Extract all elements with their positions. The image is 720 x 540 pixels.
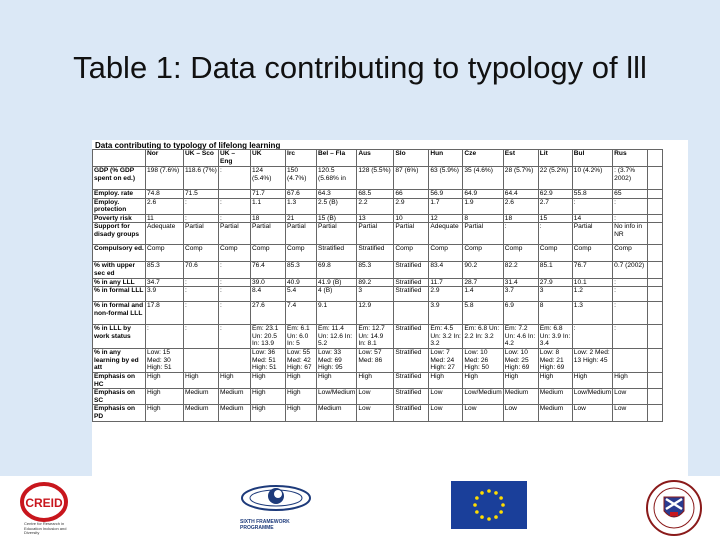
table-cell: Low bbox=[613, 389, 648, 405]
table-cell: 15 bbox=[538, 214, 572, 223]
table-cell: 128 (5.5%) bbox=[357, 167, 394, 190]
table-cell: Comp bbox=[538, 245, 572, 262]
table-row bbox=[93, 405, 663, 421]
table-cell: Partial bbox=[394, 223, 429, 245]
table-cell: High bbox=[286, 372, 317, 388]
table-cell: Stratified bbox=[394, 278, 429, 287]
table-cell: 3.9 bbox=[146, 287, 184, 302]
table-cell: : bbox=[184, 278, 219, 287]
table-cell: 5.4 bbox=[286, 287, 317, 302]
table-cell: 74.8 bbox=[146, 190, 184, 199]
table-cell: High bbox=[286, 405, 317, 421]
table-cell: 11.7 bbox=[429, 278, 463, 287]
table-cell: : bbox=[219, 262, 251, 278]
table-cell: : bbox=[613, 278, 648, 287]
table-row-label: Employ. protection bbox=[93, 198, 146, 214]
table-cell: UK – Eng bbox=[219, 150, 251, 167]
table-cell: 7.4 bbox=[286, 302, 317, 325]
table-cell: 21 bbox=[286, 214, 317, 223]
table-cell bbox=[648, 349, 663, 373]
table-cell: 1.3 bbox=[286, 198, 317, 214]
table-cell: 8.4 bbox=[251, 287, 286, 302]
table-cell: Stratified bbox=[394, 349, 429, 373]
table-cell: High bbox=[613, 372, 648, 388]
table-cell: : bbox=[219, 198, 251, 214]
table-cell: 2.7 bbox=[538, 198, 572, 214]
table-row-label: Employ. rate bbox=[93, 190, 146, 199]
table-cell: 14 bbox=[572, 214, 612, 223]
table-cell: High bbox=[146, 405, 184, 421]
table-cell: Low: 57 Med: 86 bbox=[357, 349, 394, 373]
table-cell: : bbox=[184, 198, 219, 214]
table-cell: 8 bbox=[463, 214, 503, 223]
table-cell: : bbox=[219, 325, 251, 349]
table-cell: 3 bbox=[357, 287, 394, 302]
table-cell: Low: 55 Med: 42 High: 67 bbox=[286, 349, 317, 373]
table-row-label: Poverty risk bbox=[93, 214, 146, 223]
eu-star-icon bbox=[487, 489, 491, 493]
table-cell: High bbox=[146, 372, 184, 388]
table-cell: 82.2 bbox=[503, 262, 538, 278]
table-cell: 13 bbox=[357, 214, 394, 223]
table-row bbox=[93, 198, 663, 214]
table-cell: 2.2 bbox=[357, 198, 394, 214]
table-cell: Low: 8 Med: 21 High: 69 bbox=[538, 349, 572, 373]
table-row bbox=[93, 372, 663, 388]
table-cell bbox=[648, 214, 663, 223]
table-cell: Stratified bbox=[394, 405, 429, 421]
table-cell: : bbox=[613, 287, 648, 302]
table-cell: Medium bbox=[317, 405, 357, 421]
table-cell: Comp bbox=[503, 245, 538, 262]
table-cell: 64.4 bbox=[503, 190, 538, 199]
table-cell: Low bbox=[429, 405, 463, 421]
table-cell bbox=[648, 287, 663, 302]
eu-star-icon bbox=[480, 491, 484, 495]
table-cell: Lit bbox=[538, 150, 572, 167]
table-row-label: % with upper sec ed bbox=[93, 262, 146, 278]
table-cell: Low: 33 Med: 69 High: 95 bbox=[317, 349, 357, 373]
table-cell: 120.5 (5.68% in bbox=[317, 167, 357, 190]
table-cell: UK bbox=[251, 150, 286, 167]
table-cell: : bbox=[572, 325, 612, 349]
table-cell: Medium bbox=[184, 389, 219, 405]
table-cell: Medium bbox=[219, 405, 251, 421]
table-cell bbox=[648, 405, 663, 421]
table-cell: Low bbox=[572, 405, 612, 421]
university-crest-icon bbox=[644, 479, 704, 537]
table-cell: 5.8 bbox=[463, 302, 503, 325]
table-cell: Em: 6.8 Un: 3.9 In: 3.4 bbox=[538, 325, 572, 349]
table-cell: Comp bbox=[286, 245, 317, 262]
table-cell: 22 (5.2%) bbox=[538, 167, 572, 190]
table-cell: Em: 7.2 Un: 4.6 In: 4.2 bbox=[503, 325, 538, 349]
table-cell: Partial bbox=[572, 223, 612, 245]
table-cell: High bbox=[251, 389, 286, 405]
table-row-label: % in formal LLL bbox=[93, 287, 146, 302]
table-cell: 56.9 bbox=[429, 190, 463, 199]
table-cell: High bbox=[286, 389, 317, 405]
table-row bbox=[93, 287, 663, 302]
table-cell: 12 bbox=[429, 214, 463, 223]
table-cell: Low bbox=[613, 405, 648, 421]
table-cell: Stratified bbox=[394, 389, 429, 405]
table-cell: : bbox=[219, 287, 251, 302]
table-cell: 85.3 bbox=[146, 262, 184, 278]
table-row-label: Emphasis on HC bbox=[93, 372, 146, 388]
table-cell: Low: 10 Med: 25 High: 69 bbox=[503, 349, 538, 373]
table-row-label: Emphasis on SC bbox=[93, 389, 146, 405]
table-cell: 55.8 bbox=[572, 190, 612, 199]
table-cell: High bbox=[572, 372, 612, 388]
table-row bbox=[93, 389, 663, 405]
table-row bbox=[93, 223, 663, 245]
table-cell: Comp bbox=[463, 245, 503, 262]
table-cell: 67.6 bbox=[286, 190, 317, 199]
table-cell: : bbox=[613, 198, 648, 214]
table-cell: 87 (6%) bbox=[394, 167, 429, 190]
table-cell: 198 (7.6%) bbox=[146, 167, 184, 190]
table-cell bbox=[648, 167, 663, 190]
table-cell: 118.6 (7%) bbox=[184, 167, 219, 190]
table-cell: Low: 15 Med: 30 High: 51 bbox=[146, 349, 184, 373]
table-cell: Low: 7 Med: 24 High: 27 bbox=[429, 349, 463, 373]
table-cell: Low bbox=[429, 389, 463, 405]
table-cell: 2.9 bbox=[429, 287, 463, 302]
table-cell: High bbox=[503, 372, 538, 388]
table-row-label: Compulsory ed. bbox=[93, 245, 146, 262]
table-cell bbox=[394, 302, 429, 325]
table-cell: Partial bbox=[317, 223, 357, 245]
eu-star-icon bbox=[475, 496, 479, 500]
table-cell: High bbox=[251, 372, 286, 388]
table-cell: 0.7 (2002) bbox=[613, 262, 648, 278]
table-cell: 17.8 bbox=[146, 302, 184, 325]
table-cell: No info in NR bbox=[613, 223, 648, 245]
table-cell bbox=[219, 349, 251, 373]
creid-subtitle: Centre for Research in Education Inclusion and Diversity bbox=[24, 521, 67, 535]
table-row bbox=[93, 325, 663, 349]
table-cell bbox=[648, 372, 663, 388]
table-cell: 10 bbox=[394, 214, 429, 223]
table-cell bbox=[648, 245, 663, 262]
table-cell bbox=[648, 262, 663, 278]
table-cell: 64.3 bbox=[317, 190, 357, 199]
table-cell: 15 (B) bbox=[317, 214, 357, 223]
logo-bar bbox=[0, 476, 720, 540]
table-cell: Adequate bbox=[146, 223, 184, 245]
table-row bbox=[93, 262, 663, 278]
table-cell: Comp bbox=[219, 245, 251, 262]
table-cell: Irc bbox=[286, 150, 317, 167]
table-cell: 3 bbox=[538, 287, 572, 302]
table-cell: : bbox=[613, 302, 648, 325]
table-cell: 71.5 bbox=[184, 190, 219, 199]
table-row bbox=[93, 190, 663, 199]
table-cell: 1.1 bbox=[251, 198, 286, 214]
table-cell: : bbox=[219, 302, 251, 325]
table-cell: Partial bbox=[184, 223, 219, 245]
table-row-label: % in any LLL bbox=[93, 278, 146, 287]
table-cell: Cze bbox=[463, 150, 503, 167]
table-cell: : bbox=[572, 198, 612, 214]
table-cell: Stratified bbox=[394, 287, 429, 302]
table-cell: Em: 4.5 Un: 3.2 In: 3.2 bbox=[429, 325, 463, 349]
slide-title: Table 1: Data contributing to typology of lll bbox=[73, 50, 647, 85]
table-row-label: GDP (% GDP spent on ed.) bbox=[93, 167, 146, 190]
data-table bbox=[92, 149, 663, 422]
table-cell: Stratified bbox=[357, 245, 394, 262]
table-cell: 28 (5.7%) bbox=[503, 167, 538, 190]
table-cell bbox=[648, 389, 663, 405]
table-cell: Bul bbox=[572, 150, 612, 167]
table-cell: 39.0 bbox=[251, 278, 286, 287]
table-cell: : bbox=[146, 325, 184, 349]
data-table-panel bbox=[92, 140, 688, 476]
eu-star-icon bbox=[473, 503, 477, 507]
table-cell: Low bbox=[357, 389, 394, 405]
table-cell: Medium bbox=[538, 389, 572, 405]
table-cell: 2.9 bbox=[394, 198, 429, 214]
table-cell: High bbox=[146, 389, 184, 405]
table-row bbox=[93, 167, 663, 190]
table-cell: Low/Medium bbox=[463, 389, 503, 405]
table-header-row bbox=[93, 150, 663, 167]
eu-star-icon bbox=[487, 517, 491, 521]
table-cell: Low/Medium bbox=[317, 389, 357, 405]
table-cell: : bbox=[503, 223, 538, 245]
eu-flag-icon bbox=[451, 481, 527, 529]
table-caption: Data contributing to typology of lifelong learning bbox=[95, 141, 281, 150]
eu-star-icon bbox=[501, 503, 505, 507]
table-cell bbox=[648, 302, 663, 325]
table-cell: Comp bbox=[394, 245, 429, 262]
table-cell: 85.3 bbox=[286, 262, 317, 278]
table-cell: 76.4 bbox=[251, 262, 286, 278]
table-cell bbox=[648, 325, 663, 349]
table-cell: 18 bbox=[251, 214, 286, 223]
table-cell: 62.9 bbox=[538, 190, 572, 199]
table-cell: 31.4 bbox=[503, 278, 538, 287]
table-cell: Low bbox=[357, 405, 394, 421]
table-cell: 1.7 bbox=[429, 198, 463, 214]
table-cell: 2.6 bbox=[503, 198, 538, 214]
table-cell: High bbox=[317, 372, 357, 388]
table-cell: 3.9 bbox=[429, 302, 463, 325]
table-cell: : bbox=[613, 325, 648, 349]
table-cell: Partial bbox=[251, 223, 286, 245]
table-cell bbox=[219, 190, 251, 199]
table-cell: 4 (B) bbox=[317, 287, 357, 302]
table-cell: Comp bbox=[429, 245, 463, 262]
table-cell: Aus bbox=[357, 150, 394, 167]
table-cell: : bbox=[219, 278, 251, 287]
table-cell: Low bbox=[463, 405, 503, 421]
table-cell: Em: 23.1 Un: 20.5 In: 13.9 bbox=[251, 325, 286, 349]
table-cell: 90.2 bbox=[463, 262, 503, 278]
table-cell: 12.9 bbox=[357, 302, 394, 325]
table-row-label: Support for disady groups bbox=[93, 223, 146, 245]
table-cell: 1.9 bbox=[463, 198, 503, 214]
table-cell: Low: 36 Med: 51 High: 51 bbox=[251, 349, 286, 373]
table-cell: 9.1 bbox=[317, 302, 357, 325]
table-cell: Medium bbox=[219, 389, 251, 405]
table-cell: 27.9 bbox=[538, 278, 572, 287]
table-cell: Comp bbox=[251, 245, 286, 262]
table-cell bbox=[648, 223, 663, 245]
table-cell: 2.5 (B) bbox=[317, 198, 357, 214]
table-cell: Comp bbox=[184, 245, 219, 262]
table-cell: 85.3 bbox=[357, 262, 394, 278]
table-cell: Comp bbox=[572, 245, 612, 262]
table-cell: 150 (4.7%) bbox=[286, 167, 317, 190]
table-cell: 69.8 bbox=[317, 262, 357, 278]
table-cell: Bel – Fla bbox=[317, 150, 357, 167]
table-cell: Est bbox=[503, 150, 538, 167]
eu-star-icon bbox=[480, 515, 484, 519]
eu-star-icon bbox=[499, 510, 503, 514]
table-cell: Nor bbox=[146, 150, 184, 167]
table-cell: 18 bbox=[503, 214, 538, 223]
table-cell: Low: 2 Med: 13 High: 45 bbox=[572, 349, 612, 373]
table-cell: Comp bbox=[146, 245, 184, 262]
creid-logo-letters: CREID bbox=[25, 496, 63, 510]
table-row-label bbox=[93, 150, 146, 167]
table-cell: High bbox=[219, 372, 251, 388]
table-cell: 83.4 bbox=[429, 262, 463, 278]
table-cell: High bbox=[251, 405, 286, 421]
table-cell: 68.5 bbox=[357, 190, 394, 199]
sixth-framework-logo bbox=[236, 480, 316, 520]
table-cell: 41.9 (B) bbox=[317, 278, 357, 287]
table-cell: Stratified bbox=[394, 372, 429, 388]
table-cell: : bbox=[219, 167, 251, 190]
table-cell: 89.2 bbox=[357, 278, 394, 287]
table-cell: 70.6 bbox=[184, 262, 219, 278]
table-row bbox=[93, 214, 663, 223]
table-cell bbox=[648, 198, 663, 214]
table-cell: : bbox=[219, 214, 251, 223]
table-cell bbox=[613, 349, 648, 373]
table-row-label: % in formal and non-formal LLL bbox=[93, 302, 146, 325]
sixth-framework-text: SIXTH FRAMEWORK PROGRAMME bbox=[240, 519, 290, 531]
table-cell: Em: 12.7 Un: 14.9 In: 8.1 bbox=[357, 325, 394, 349]
table-cell bbox=[648, 278, 663, 287]
table-cell: Em: 6.8 Un: 2.2 In: 3.2 bbox=[463, 325, 503, 349]
table-cell: 10.1 bbox=[572, 278, 612, 287]
table-cell: UK – Sco bbox=[184, 150, 219, 167]
table-cell: High bbox=[357, 372, 394, 388]
table-cell: : bbox=[184, 302, 219, 325]
table-cell: Slo bbox=[394, 150, 429, 167]
table-cell: Em: 6.1 Un: 6.0 In: 5 bbox=[286, 325, 317, 349]
table-cell: : bbox=[613, 214, 648, 223]
table-cell: 27.6 bbox=[251, 302, 286, 325]
table-cell bbox=[648, 150, 663, 167]
eu-star-icon bbox=[475, 510, 479, 514]
table-cell bbox=[184, 349, 219, 373]
table-cell: 1.4 bbox=[463, 287, 503, 302]
table-cell: Adequate bbox=[429, 223, 463, 245]
eu-star-icon bbox=[494, 491, 498, 495]
table-cell: Hun bbox=[429, 150, 463, 167]
table-cell: 1.2 bbox=[572, 287, 612, 302]
table-cell bbox=[648, 190, 663, 199]
table-cell: 85.1 bbox=[538, 262, 572, 278]
table-cell: : bbox=[538, 223, 572, 245]
table-cell: 66 bbox=[394, 190, 429, 199]
table-cell: 28.7 bbox=[463, 278, 503, 287]
table-cell: 2.6 bbox=[146, 198, 184, 214]
table-cell: High bbox=[463, 372, 503, 388]
table-row bbox=[93, 278, 663, 287]
table-cell: 64.9 bbox=[463, 190, 503, 199]
table-row-label: % in any learning by ed att bbox=[93, 349, 146, 373]
table-cell: Em: 11.4 Un: 12.6 In: 5.2 bbox=[317, 325, 357, 349]
table-cell: 1.3 bbox=[572, 302, 612, 325]
table-cell: Partial bbox=[357, 223, 394, 245]
table-cell: 6.9 bbox=[503, 302, 538, 325]
eu-star-icon bbox=[494, 515, 498, 519]
table-cell: Partial bbox=[463, 223, 503, 245]
table-cell: : bbox=[184, 214, 219, 223]
table-cell: Medium bbox=[538, 405, 572, 421]
table-cell: Stratified bbox=[317, 245, 357, 262]
table-cell: Low/Medium bbox=[572, 389, 612, 405]
table-cell: Partial bbox=[219, 223, 251, 245]
table-cell: Comp bbox=[613, 245, 648, 262]
table-cell: 40.9 bbox=[286, 278, 317, 287]
table-cell: Medium bbox=[184, 405, 219, 421]
table-cell: Rus bbox=[613, 150, 648, 167]
table-cell: : bbox=[184, 325, 219, 349]
table-cell: Partial bbox=[286, 223, 317, 245]
table-cell: 3.7 bbox=[503, 287, 538, 302]
table-cell: 10 (4.2%) bbox=[572, 167, 612, 190]
table-cell: 71.7 bbox=[251, 190, 286, 199]
table-row bbox=[93, 245, 663, 262]
table-cell: 124 (5.4%) bbox=[251, 167, 286, 190]
table-cell: Low bbox=[503, 405, 538, 421]
table-cell: High bbox=[184, 372, 219, 388]
eu-star-icon bbox=[499, 496, 503, 500]
table-cell: 65 bbox=[613, 190, 648, 199]
table-cell: 34.7 bbox=[146, 278, 184, 287]
table-cell: Stratified bbox=[394, 325, 429, 349]
table-cell: 76.7 bbox=[572, 262, 612, 278]
table-cell: : (3.7% 2002) bbox=[613, 167, 648, 190]
table-cell: High bbox=[429, 372, 463, 388]
table-cell: 35 (4.6%) bbox=[463, 167, 503, 190]
table-cell: 8 bbox=[538, 302, 572, 325]
table-row bbox=[93, 302, 663, 325]
table-cell: Low: 10 Med: 26 High: 50 bbox=[463, 349, 503, 373]
table-row bbox=[93, 349, 663, 373]
table-cell: Stratified bbox=[394, 262, 429, 278]
table-cell: : bbox=[184, 287, 219, 302]
table-cell: Medium bbox=[503, 389, 538, 405]
table-row-label: % in LLL by work status bbox=[93, 325, 146, 349]
table-row-label: Emphasis on PD bbox=[93, 405, 146, 421]
table-cell: High bbox=[538, 372, 572, 388]
table-cell: 63 (5.9%) bbox=[429, 167, 463, 190]
table-cell: 11 bbox=[146, 214, 184, 223]
